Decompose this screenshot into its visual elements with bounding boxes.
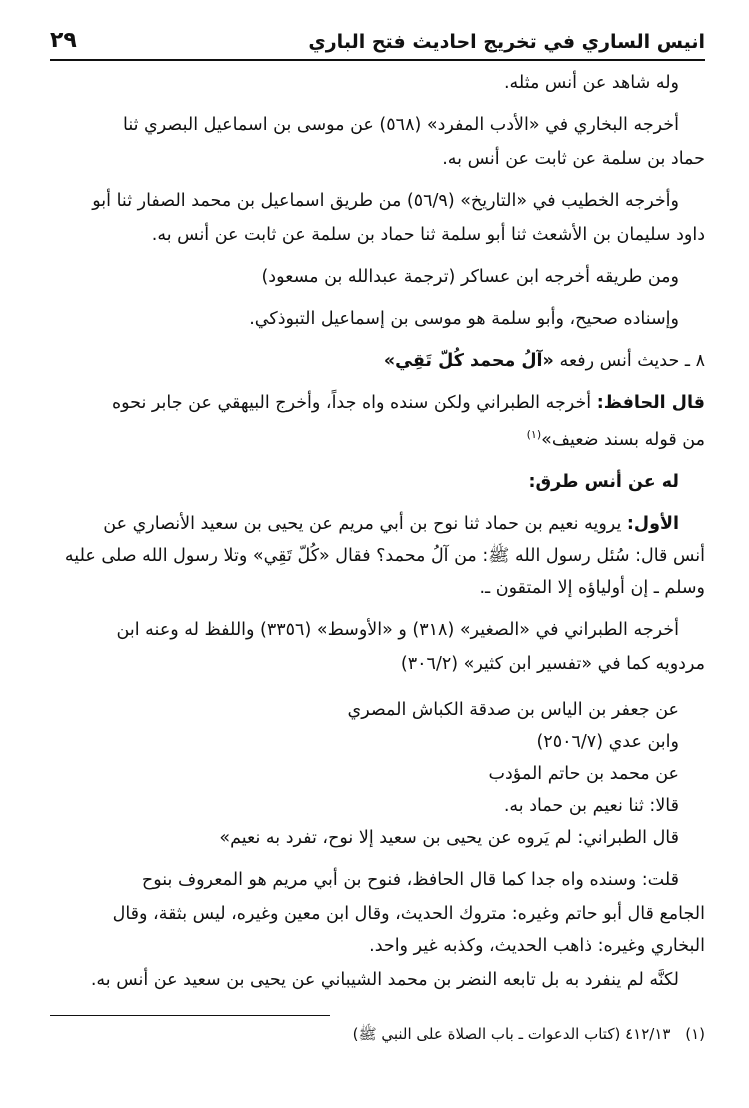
text-line: أخرجه الطبراني في «الصغير» (٣١٨) و «الأوسط» (٣٣٥٦) واللفظ له وعنه ابن [116, 619, 679, 640]
paragraph-shahid [50, 67, 705, 99]
book-title: انيس الساري في تخريج احاديث فتح الباري [308, 31, 705, 53]
paragraph-khatib-cont [50, 219, 705, 251]
hafiz-paragraph [50, 387, 705, 456]
chain-line: عن جعفر بن الياس بن صدقة الكباش المصري [347, 699, 679, 720]
text-line: لكنَّه لم ينفرد به بل تابعه النضر بن محمد الشيباني عن يحيى بن سعيد عن أنس به. [90, 969, 679, 990]
footnote [353, 1022, 705, 1046]
hafiz-text-cont: من قوله بسند ضعيف» [541, 429, 705, 450]
text-line: وله شاهد عن أنس مثله. [503, 73, 679, 93]
paragraph-qultu [50, 864, 705, 896]
text-line: وسلم ـ إن أولياؤه إلا المتقون ـ. [479, 577, 705, 598]
text-line: وإسناده صحيح، وأبو سلمة هو موسى بن إسماعيل التبوذكي. [249, 309, 679, 329]
first-path [50, 508, 705, 604]
paragraph-qultu-cont [50, 898, 705, 962]
paragraph-bukhari-cont [50, 143, 705, 175]
footnote-number: (١) [685, 1025, 705, 1043]
running-header [50, 28, 705, 61]
hadith-number: ٨ ـ [684, 351, 705, 371]
turuq-heading [50, 466, 705, 498]
section-heading: له عن أنس طرق: [528, 471, 679, 492]
text-line: وأخرجه الخطيب في «التاريخ» (٥٦/٩) من طريق اسماعيل بن محمد الصفار ثنا أبو [92, 191, 679, 211]
footnote-divider [50, 1015, 330, 1016]
chain-line: قال الطبراني: لم يَروه عن يحيى بن سعيد إلا نوح، تفرد به نعيم» [219, 827, 679, 848]
paragraph-isnad [50, 303, 705, 335]
text-line: أنس قال: سُئل رسول الله ﷺ: من آلُ محمد؟ فقال «كُلّ تَقِي» وتلا رسول الله صلى عليه [64, 545, 705, 566]
text-line: مردويه كما في «تفسير ابن كثير» (٣٠٦/٢) [400, 653, 705, 674]
paragraph-tabarani [50, 614, 705, 646]
chain-line: وابن عدي (٢٥٠٦/٧) [536, 731, 679, 752]
paragraph-ibn-asakir [50, 261, 705, 293]
text-line: قلت: وسنده واه جدا كما قال الحافظ، فنوح بن أبي مريم هو المعروف بنوح [141, 869, 679, 890]
chain-line: عن محمد بن حاتم المؤدب [488, 763, 679, 784]
first-lead: الأول: [626, 513, 679, 534]
hadith-heading [50, 345, 705, 377]
text-line: داود سليمان بن الأشعث ثنا أبو سلمة ثنا حماد بن سلمة عن ثابت عن أنس به. [151, 225, 705, 245]
hafiz-lead: قال الحافظ: [596, 393, 705, 413]
page-body [50, 67, 705, 996]
text-line: الجامع قال أبو حاتم وغيره: متروك الحديث، وقال ابن معين وغيره، ليس بثقة، وقال [112, 903, 705, 924]
text-line: حماد بن سلمة عن ثابت عن أنس به. [442, 149, 705, 169]
hafiz-text: أخرجه الطبراني ولكن سنده واه جداً، وأخرج البيهقي عن جابر نحوه [111, 393, 592, 413]
paragraph-lakinnahu [50, 964, 705, 996]
text-line: ومن طريقه أخرجه ابن عساكر (ترجمة عبدالله بن مسعود) [261, 267, 679, 287]
paragraph-bukhari [50, 109, 705, 141]
isnad-chain [50, 694, 705, 854]
footnote-text: ٤١٢/١٣ (كتاب الدعوات ـ باب الصلاة على النبي ﷺ) [352, 1025, 671, 1043]
hadith-intro: حديث أنس رفعه [559, 351, 680, 371]
paragraph-tabarani-cont [50, 648, 705, 680]
chain-line: قالا: ثنا نعيم بن حماد به. [503, 795, 679, 816]
footnote-ref: (١) [526, 428, 542, 441]
page-number: ٢٩ [50, 28, 77, 53]
paragraph-khatib [50, 185, 705, 217]
text-line: البخاري وغيره: ذاهب الحديث، وكذبه غير واحد. [369, 935, 705, 956]
text-line: أخرجه البخاري في «الأدب المفرد» (٥٦٨) عن موسى بن اسماعيل البصري ثنا [123, 115, 679, 135]
hadith-quote: «آلُ محمد كُلّ تَقِي» [383, 351, 554, 371]
first-text: يرويه نعيم بن حماد ثنا نوح بن أبي مريم عن يحيى بن سعيد الأنصاري عن [103, 513, 622, 534]
